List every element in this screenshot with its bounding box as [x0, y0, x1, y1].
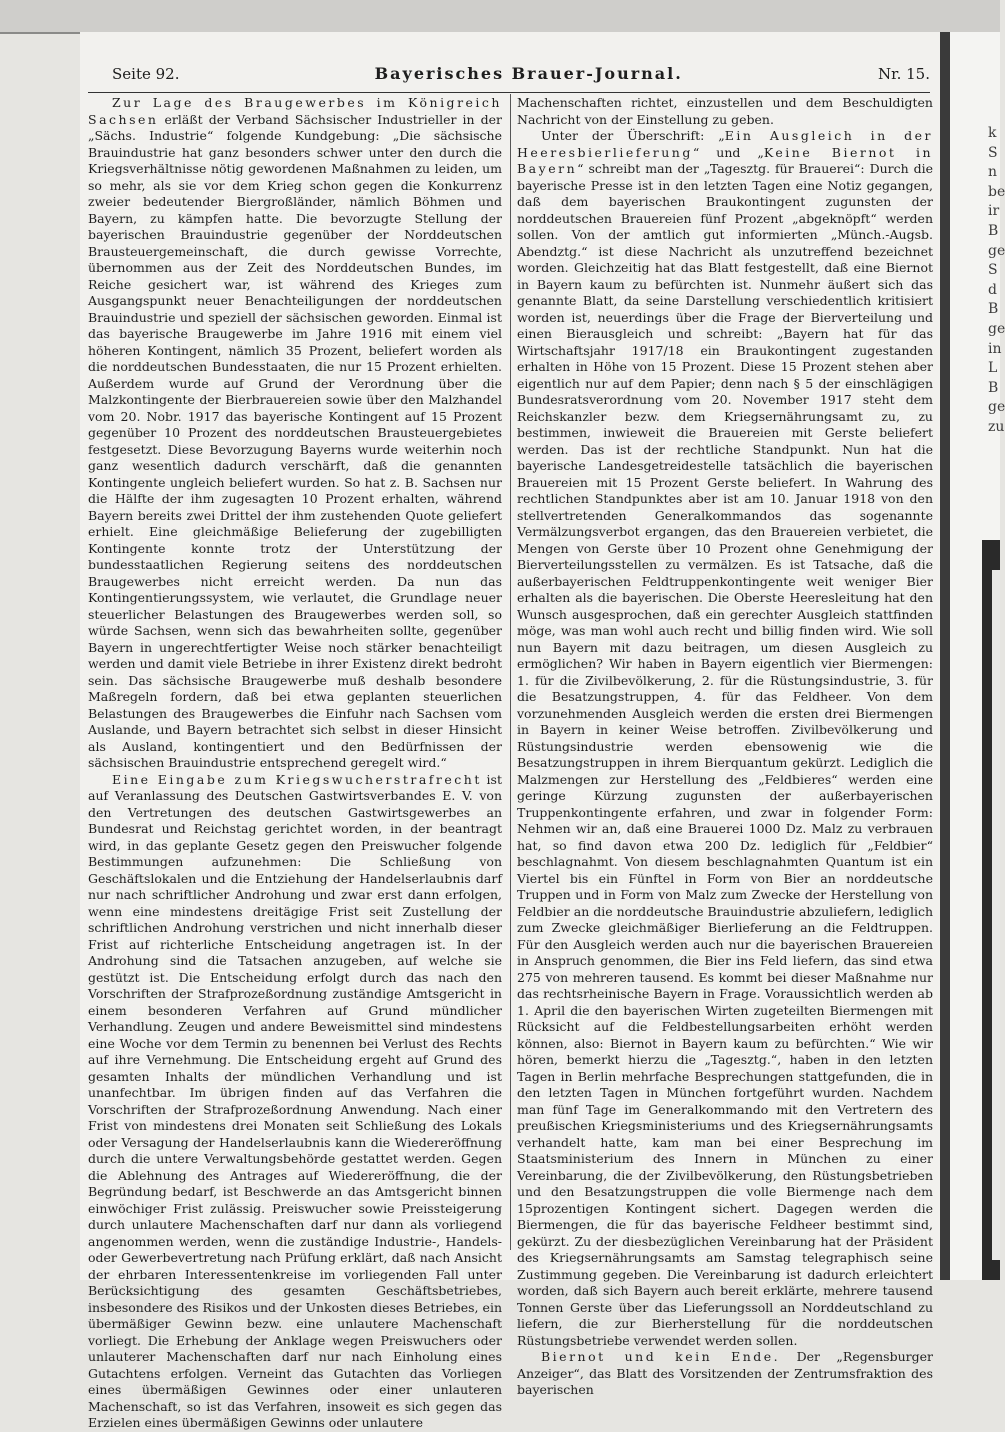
adjacent-fragment: zu [988, 418, 1005, 435]
article-continuation: Machenschaften richtet, einzustellen und dem Beschuldigten Nachricht von der Einstellung zu geben. [517, 95, 933, 127]
adjacent-fragment: B [988, 301, 999, 318]
adjacent-fragment: k [988, 125, 997, 141]
scan-top-border [0, 0, 1000, 34]
article-lead: Ein Ausgleich in der Heeresbierlieferung [517, 128, 933, 160]
article-body: Der „Regensburger Anzeiger“, das Blatt des Vorsitzenden der Zentrumsfraktion des bayerischen [517, 1349, 933, 1397]
adjacent-fragment: B [988, 379, 999, 396]
page-number: Seite 92. [112, 65, 180, 83]
journal-title: Bayerisches Brauer-Journal. [374, 64, 683, 83]
issue-number: Nr. 15. [877, 65, 930, 83]
article-war-profiteering [88, 772, 502, 1432]
page-header [112, 64, 930, 88]
article-heeresbier-ausgleich [517, 128, 933, 1349]
adjacent-page-text [948, 124, 1005, 438]
adjacent-fragment: S [988, 144, 998, 161]
right-column [517, 95, 933, 1399]
left-column [88, 95, 502, 1432]
adjacent-page-frame-inner [992, 570, 1000, 1260]
adjacent-fragment: S [988, 262, 998, 279]
article-biernot [517, 1349, 933, 1399]
article-body: erläßt der Verband Sächsischer Industrieller in der „Sächs. Industrie“ folgende Kundgebung: „Die sächsische Brauindustrie hat ganz besonders schwer unter den durch die Kriegsverhältnisse nötig gewordenen Maßnahmen zu leiden, um so mehr, als sie vor dem Krieg schon gegen die Konkurrenz zweier bedeutender Biergroßländer, nämlich Böhmen und Bayern, zu kämpfen hatte. Die bevorzugte Stellung der bayerischen Brauindustrie gegenüber der Norddeutschen Brausteuergemeinschaft, die durch gewisse Vorrechte, übernommen aus der Zeit des Norddeutschen Bundes, im Reiche gesichert war, ist während des Krieges zum Ausgangspunkt neuer Benachteiligungen der norddeutschen Brauindustrie und speziell der sächsischen geworden. Einmal ist das bayerische Braugewerbe im Jahre 1916 mit einem viel höheren Kontingent, nämlich 35 Prozent, beliefert worden als die norddeutschen Bundesstaaten, die nur 15 Prozent erhielten. Außerdem wurde auf Grund der Verordnung über die Malzkontingente der Bierbrauereien sowie über den Malzhandel vom 20. Nobr. 1917 das bayerische Kontingent auf 15 Prozent gegenüber 10 Prozent des norddeutschen Brausteuergebietes festgesetzt. Diese Bevorzugung Bayerns wurde weiterhin noch ganz wesentlich dadurch verschärft, daß die genannten Kontingente ungleich beliefert wurden. So hat z. B. Sachsen nur die Hälfte der ihm zugesagten 10 Prozent erhalten, während Bayern bereits zwei Drittel der ihm zustehenden Quote geliefert erhielt. Eine gleichmäßige Belieferung der zugebilligten Kontingente konnte trotz der Unterstützung der bundesstaatlichen Regierung seitens des norddeutschen Braugewerbes nicht erreicht werden. Da nun das Kontingentierungssystem, wie verlautet, die Grundlage neuer steuerlicher Belastungen des Braugewerbes werden soll, so würde Sachsen, wenn sich das bewahrheiten sollte, gegenüber Bayern in ungerechtfertigter Weise noch stärker benachteiligt werden und damit viele Betriebe in ihrer Existenz direkt bedroht sein. Das sächsische Braugewerbe muß deshalb besondere Maßregeln fordern, daß bei etwa geplanten steuerlichen Belastungen des Braugewerbes die Einfuhr nach Sachsen vom Auslande, und Bayern betrachtet sich selbst in dieser Hinsicht als Ausland, kontingentiert und den Bedürfnissen der sächsischen Brauindustrie entsprechend geregelt wird.“ [88, 111, 502, 770]
adjacent-fragment: be [988, 183, 1005, 200]
page-gutter-shadow [940, 32, 950, 1280]
header-rule [88, 92, 930, 93]
adjacent-fragment: in [988, 340, 1002, 357]
article-lead: Zur Lage des Braugewerbes im Königreich Sachsen [88, 95, 502, 127]
article-intro: Unter der Überschrift: „ [541, 128, 725, 143]
adjacent-fragment: ir [988, 203, 1000, 220]
adjacent-fragment: L [988, 360, 998, 377]
adjacent-fragment: n [988, 164, 998, 181]
article-lead: Eine Eingabe zum Kriegswucherstrafrecht [112, 771, 482, 787]
adjacent-fragment: ge [988, 242, 1005, 259]
article-lead: Keine Biernot in Bayern [517, 144, 933, 176]
article-body: ist auf Veranlassung des Deutschen Gastwirtsverbandes E. V. von den Vertretungen des deutschen Gastwirtsgewerbes an Bundesrat und Reichstag gerichtet worden, in der beantragt wird, in das geplante Gesetz gegen den Preiswucher folgende Bestimmungen aufzunehmen: Die Schließung von Geschäftslokalen und die Entziehung der Handelserlaubnis darf nur nach schriftlicher Androhung und zwar erst dann erfolgen, wenn eine mindestens dreitägige Frist seit Zustellung der schriftlichen Androhung verstrichen und nicht innerhalb dieser Frist auf richterliche Entscheidung angetragen ist. In der Androhung sind die Tatsachen anzugeben, auf welche sie gestützt ist. Die Entscheidung erfolgt durch das nach den Vorschriften der Strafprozeßordnung zuständige Amtsgericht in einem besonderen Verfahren auf Grund mündlicher Verhandlung. Zeugen und andere Beweismittel sind mindestens eine Woche vor dem Termin zu benennen bei Verlust des Rechts auf ihre Vernehmung. Die Entscheidung ergeht auf Grund des gesamten Inhalts der mündlichen Verhandlung und ist unanfechtbar. Im übrigen finden auf das Verfahren die Vorschriften der Strafprozeßordnung Anwendung. Nach einer Frist von mindestens drei Monaten seit Schließung des Lokals oder Versagung der Handelserlaubnis kann die Wiedereröffnung durch die untere Verwaltungsbehörde gestattet werden. Gegen die Ablehnung des Antrages auf Wiedereröffnung, die der Begründung bedarf, ist Beschwerde an das Amtsgericht binnen einwöchiger Frist zulässig. Preiswucher sowie Preissteigerung durch unlautere Machenschaften darf nur dann als vorliegend angenommen werden, wenn die zuständige Industrie-, Handels- oder Gewerbevertretung nach Prüfung erklärt, daß nach Ansicht der ehrbaren Interessentenkreise im vorliegenden Fall unter Berücksichtigung des gesamten Geschäftsbetriebes, insbesondere des Risikos und der Unkosten dieses Betriebes, ein übermäßiger Gewinn bezw. eine unlautere Machenschaft vorliegt. Die Erhebung der Anklage wegen Preiswuchers oder unlauterer Machenschaften darf nur nach Einholung eines Gutachtens erfolgen. Verneint das Gutachten das Vorliegen eines übermäßigen Gewinnes oder einer unlauteren Machenschaft, so ist das Verfahren, insoweit es sich gegen das Erzielen eines übermäßigen Gewinns oder unlautere [88, 771, 502, 1430]
article-saxony-brewing [88, 95, 502, 772]
adjacent-fragment: d [988, 281, 997, 298]
article-connector: “ und „ [692, 144, 764, 160]
adjacent-fragment: ge [988, 320, 1005, 337]
article-body: “ schreibt man der „Tagesztg. für Brauerei“: Durch die bayerische Presse ist in den letzten Tagen eine Notiz gegangen, daß dem bayerischen Braukontingent zugunsten der norddeutschen Brauereien fünf Prozent „abgeknöpft“ werden sollen. Von der amtlich gut informierten „Münch.-Augsb. Abendztg.“ ist diese Nachricht als unzutreffend bezeichnet worden. Gleichzeitig hat das Blatt festgestellt, daß eine Biernot in Bayern kaum zu befürchten ist. Nunmehr äußert sich das genannte Blatt, da seine Darstellung verschiedentlich kritisiert worden ist, neuerdings über die Frage der Bierverteilung und einen Bierausgleich und schreibt: „Bayern hat für das Wirtschaftsjahr 1917/18 ein Braukontingent zugestanden erhalten in Höhe von 15 Prozent. Diese 15 Prozent stehen aber eigentlich nur auf dem Papier; denn nach § 5 der einschlägigen Bundesratsverordnung vom 20. November 1917 steht dem Reichskanzler bezw. dem Kriegsernährungsamt zu, zu bestimmen, inwieweit die Brauereien mit Gerste beliefert werden. Das ist der rechtliche Standpunkt. Nun hat die bayerische Landesgetreidestelle tatsächlich die bayerischen Brauereien mit 15 Prozent Gerste beliefert. In Wahrung des rechtlichen Standpunktes aber ist am 10. Januar 1918 von den stellvertretenden Generalkommandos das sogenannte Vermälzungsverbot ergangen, das den Brauereien verbietet, die Mengen von Gerste über 10 Prozent ohne Genehmigung der Bierverteilungsstellen zu vermälzen. Es ist Tatsache, daß die außerbayerischen Feldtruppenkontingente weit weniger Bier erhalten als die bayerischen. Die Oberste Heeresleitung hat den Wunsch ausgesprochen, daß ein gerechter Ausgleich stattfinden möge, was man wohl auch recht und billig finden wird. Wie soll nun Bayern mit dazu beitragen, um diesen Ausgleich zu ermöglichen? Wir haben in Bayern eigentlich vier Biermengen: 1. für die Zivilbevölkerung, 2. für die Rüstungsindustrie, 3. für die Besatzungstruppen, 4. für das Feldheer. Von dem vorzunehmenden Ausgleich werden die ersten drei Biermengen in Bayern in keiner Weise betroffen. Zivilbevölkerung und Rüstungsindustrie werden ebensowenig wie die Besatzungstruppen in ihrem Bierquantum gekürzt. Lediglich die Malzmengen zur Herstellung des „Feldbieres“ werden eine geringe Kürzung zugunsten der außerbayerischen Truppenkontingente erfahren, und zwar in folgender Form: Nehmen wir an, daß eine Brauerei 1000 Dz. Malz zu verbrauen hat, so find davon etwa 200 Dz. lediglich für „Feldbier“ beschlagnahmt. Von diesem beschlagnahmten Quantum ist ein Viertel bis ein Fünftel in Form von Bier an norddeutsche Truppen und in Form von Malz zum Zwecke der Herstellung von Feldbier an die norddeutsche Brauindustrie abzuliefern, lediglich zum Zwecke gleichmäßiger Bierlieferung an die Feldtruppen. Für den Ausgleich werden auch nur die bayerischen Brauereien in Anspruch genommen, die Bier ins Feld liefern, das sind etwa 275 von mehreren tausend. Es kommt bei dieser Maßnahme nur das rechtsrheinische Bayern in Frage. Voraussichtlich werden ab 1. April die den bayerischen Wirten zugeteilten Biermengen mit Rücksicht auf die Feldbestellungsarbeiten erhöht werden können, also: Biernot in Bayern kaum zu befürchten.“ Wie wir hören, bemerkt hierzu die „Tagesztg.“, haben in den letzten Tagen in Berlin mehrfache Besprechungen stattgefunden, die in den letzten Tagen in München fortgeführt wurden. Nachdem man fünf Tage im Generalkommando mit den Vertretern des preußischen Kriegsministeriums und des Kriegsernährungsamts verhandelt hatte, kam man bei einer Besprechung im Staatsministerium des Innern in München zu einer Vereinbarung, die der Zivilbevölkerung, den Rüstungsbetrieben und den Besatzungstruppen die volle Biermenge nach dem 15prozentigen Kontingent sichert. Dagegen werden die Biermengen, die für das bayerische Feldheer bestimmt sind, gekürzt. Zu der diesbezüglichen Vereinbarung hat der Präsident des Kriegsernährungsamts am Samstag telegraphisch seine Zustimmung gegeben. Die Vereinbarung ist dadurch erleichtert worden, daß sich Bayern auch bereit erklärte, mehrere tausend Tonnen Gerste über das Lieferungssoll an Norddeutschland zu liefern, die zur Bierherstellung für die norddeutschen Rüstungsbetriebe verwendet werden sollen. [517, 161, 933, 1348]
column-divider [510, 94, 511, 1250]
article-lead: Biernot und kein Ende. [541, 1349, 781, 1364]
adjacent-fragment: ge [988, 399, 1005, 416]
adjacent-fragment: B [988, 222, 999, 239]
